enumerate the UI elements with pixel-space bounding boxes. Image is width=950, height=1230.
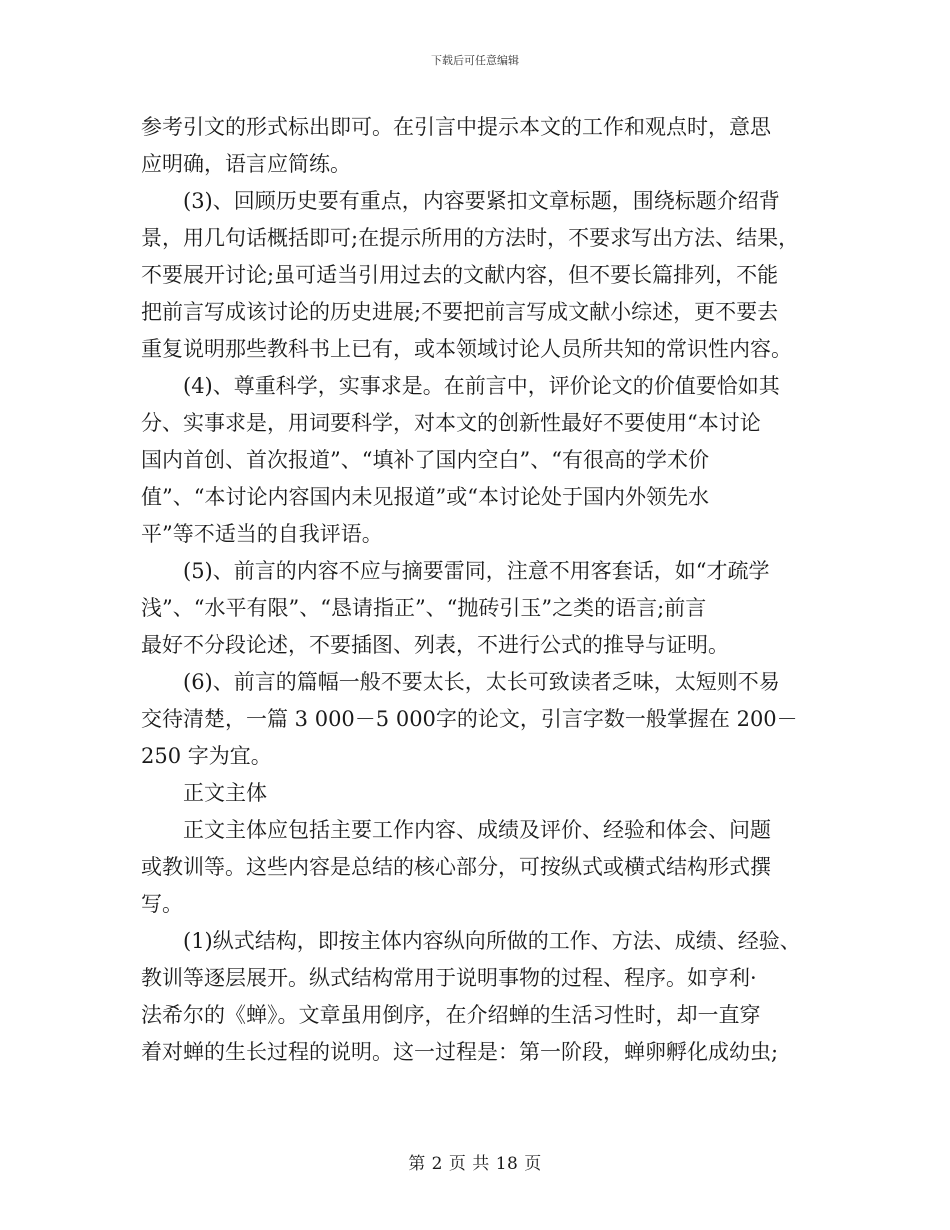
body-line: 交待清楚，一篇 3 000－5 000字的论文，引言字数一般掌握在 200－ xyxy=(141,707,798,731)
body-line: 或教训等。这些内容是总结的核心部分，可按纵式或横式结构形式撰 xyxy=(141,855,771,879)
body-line: (6)、前言的篇幅一般不要太长，太长可致读者乏味，太短则不易 xyxy=(141,670,780,694)
body-line: 国内首创、首次报道”、“填补了国内空白”、“有很高的学术价 xyxy=(141,448,709,472)
document-body xyxy=(141,109,821,1071)
section-heading: 正文主体 xyxy=(141,781,267,805)
body-line: (1)纵式结构，即按主体内容纵向所做的工作、方法、成绩、经验、 xyxy=(141,929,801,953)
page-header: 下载后可任意编辑 xyxy=(431,54,519,67)
body-line: 不要展开讨论;虽可适当引用过去的文献内容，但不要长篇排列，不能 xyxy=(141,263,779,287)
body-line: (4)、尊重科学，实事求是。在前言中，评价论文的价值要恰如其 xyxy=(141,374,780,398)
body-line: 教训等逐层展开。纵式结构常用于说明事物的过程、程序。如亨利· xyxy=(141,966,757,990)
body-line: 写。 xyxy=(141,892,183,916)
body-line: 法希尔的《蝉》。文章虽用倒序，在介绍蝉的生活习性时，却一直穿 xyxy=(141,1003,761,1027)
page-number-footer: 第 2 页 共 18 页 xyxy=(408,1154,542,1174)
body-line: 分、实事求是，用词要科学，对本文的创新性最好不要使用“本讨论 xyxy=(141,411,761,435)
body-line: 景，用几句话概括即可;在提示所用的方法时，不要求写出方法、结果， xyxy=(141,226,800,250)
body-line: 着对蝉的生长过程的说明。这一过程是：第一阶段，蝉卵孵化成幼虫; xyxy=(141,1040,779,1064)
body-line: 参考引文的形式标出即可。在引言中提示本文的工作和观点时，意思 xyxy=(141,115,771,139)
body-line: 值”、“本讨论内容国内未见报道”或“本讨论处于国内外领先水 xyxy=(141,485,709,509)
body-line: (3)、回顾历史要有重点，内容要紧扣文章标题，围绕标题介绍背 xyxy=(141,189,780,213)
body-line: 250 字为宜。 xyxy=(141,744,272,768)
body-line: 应明确，语言应简练。 xyxy=(141,152,351,176)
body-line: 最好不分段论述，不要插图、列表，不进行公式的推导与证明。 xyxy=(141,633,729,657)
body-line: 平”等不适当的自我评语。 xyxy=(141,522,383,546)
body-line: 重复说明那些教科书上已有，或本领域讨论人员所共知的常识性内容。 xyxy=(141,337,792,361)
body-line: 正文主体应包括主要工作内容、成绩及评价、经验和体会、问题 xyxy=(141,818,771,842)
body-line: (5)、前言的内容不应与摘要雷同，注意不用客套话，如“才疏学 xyxy=(141,559,770,583)
body-line: 把前言写成该讨论的历史进展;不要把前言写成文献小综述，更不要去 xyxy=(141,300,779,324)
body-line: 浅”、“水平有限”、“恳请指正”、“抛砖引玉”之类的语言;前言 xyxy=(141,596,707,620)
